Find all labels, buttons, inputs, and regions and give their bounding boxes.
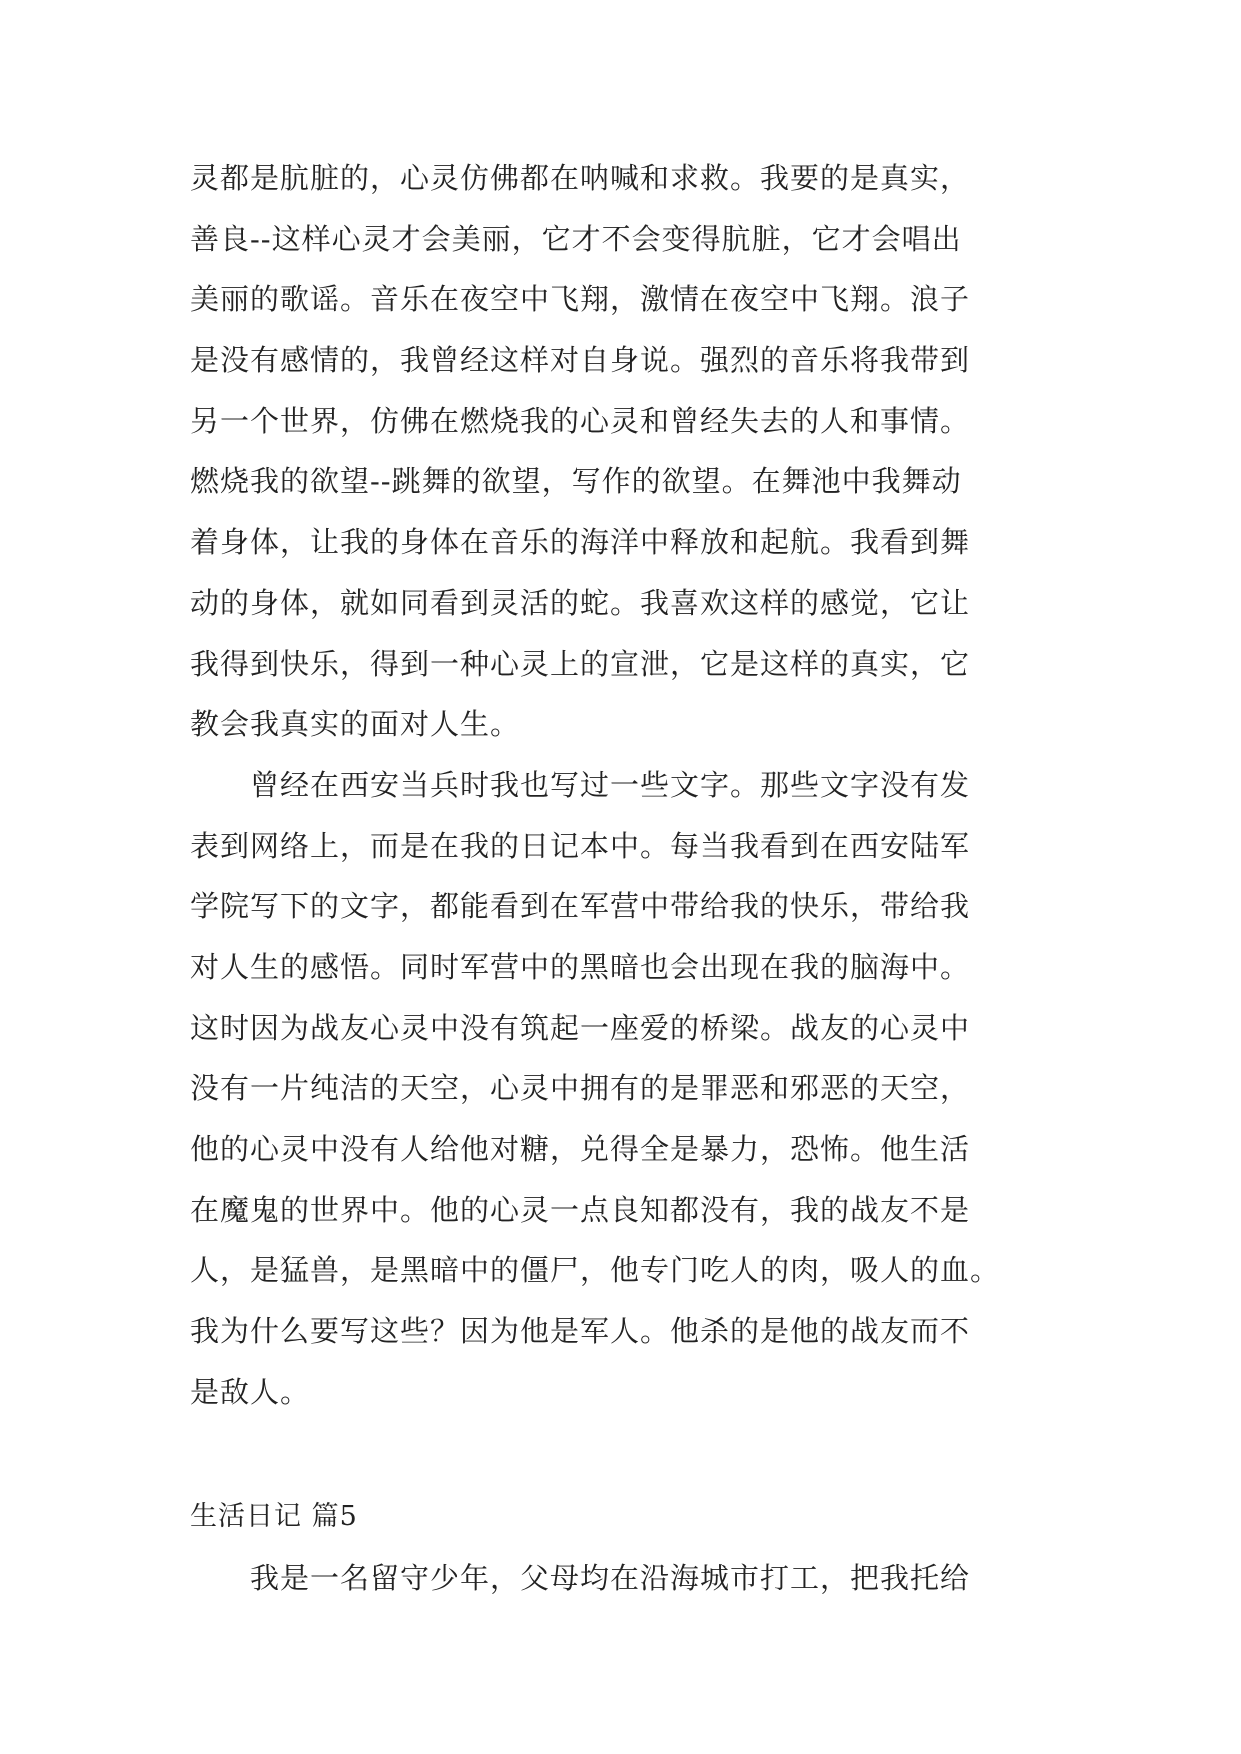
paragraph xyxy=(190,755,1050,1423)
text-line: 另一个世界，仿佛在燃烧我的心灵和曾经失去的人和事情。 xyxy=(190,403,971,438)
paragraph xyxy=(190,1548,1050,1609)
text-line: 教会我真实的面对人生。 xyxy=(190,707,521,742)
text-line: 我为什么要写这些？因为他是军人。他杀的是他的战友而不 xyxy=(190,1314,971,1349)
text-line: 我得到快乐，得到一种心灵上的宣泄，它是这样的真实，它 xyxy=(190,646,971,681)
text-line: 他的心灵中没有人给他对糖，兑得全是暴力，恐怖。他生活 xyxy=(190,1132,971,1166)
text-line: 表到网络上，而是在我的日记本中。每当我看到在西安陆军 xyxy=(190,828,971,863)
text-line: 着身体，让我的身体在音乐的海洋中释放和起航。我看到舞 xyxy=(190,525,971,560)
paragraph xyxy=(190,148,1050,755)
text-line: 曾经在西安当兵时我也写过一些文字。那些文字没有发 xyxy=(190,767,971,802)
text-line: 对人生的感悟。同时军营中的黑暗也会出现在我的脑海中。 xyxy=(190,949,971,984)
document-body xyxy=(190,148,1050,1609)
section-heading: 生活日记 篇5 xyxy=(190,1501,358,1533)
text-line: 没有一片纯洁的天空，心灵中拥有的是罪恶和邪恶的天空， xyxy=(190,1071,971,1106)
section-spacer xyxy=(190,1422,1050,1487)
text-line: 人，是猛兽，是黑暗中的僵尸，他专门吃人的肉，吸人的血。 xyxy=(190,1253,1001,1288)
text-line: 是没有感情的，我曾经这样对自身说。强烈的音乐将我带到 xyxy=(190,343,971,378)
text-line: 美丽的歌谣。音乐在夜空中飞翔，激情在夜空中飞翔。浪子 xyxy=(190,282,971,317)
text-line: 是敌人。 xyxy=(190,1374,311,1409)
text-line: 在魔鬼的世界中。他的心灵一点良知都没有，我的战友不是 xyxy=(190,1192,971,1227)
text-line: 灵都是肮脏的，心灵仿佛都在呐喊和求救。我要的是真实， xyxy=(190,161,971,195)
text-line: 我是一名留守少年，父母均在沿海城市打工，把我托给 xyxy=(190,1561,971,1596)
text-line: 动的身体，就如同看到灵活的蛇。我喜欢这样的感觉，它让 xyxy=(190,585,971,620)
text-line: 燃烧我的欲望--跳舞的欲望，写作的欲望。在舞池中我舞动 xyxy=(190,464,962,499)
text-line: 这时因为战友心灵中没有筑起一座爱的桥梁。战友的心灵中 xyxy=(190,1010,971,1045)
text-line: 善良--这样心灵才会美丽，它才不会变得肮脏，它才会唱出 xyxy=(190,221,962,256)
text-line: 学院写下的文字，都能看到在军营中带给我的快乐，带给我 xyxy=(190,889,971,924)
